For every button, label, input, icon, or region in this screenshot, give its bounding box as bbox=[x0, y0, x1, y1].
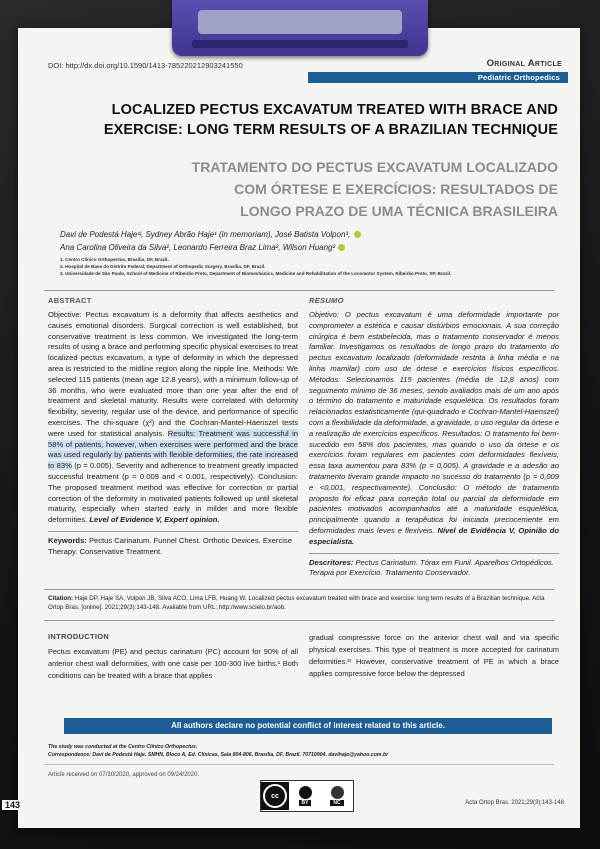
clipboard-clip bbox=[172, 0, 428, 56]
title-pt-line: COM ÓRTESE E EXERCÍCIOS: RESULTADOS DE bbox=[234, 181, 558, 197]
citation-label: Citation: bbox=[48, 595, 74, 602]
page-number: 143 bbox=[2, 800, 23, 810]
cc-logo-icon bbox=[261, 782, 289, 810]
resumo-column bbox=[309, 296, 559, 579]
introduction-left: Pectus excavatum (PE) and pectus carinatum (PC) account for 90% of all anterior chest wall deformities, with one case per 100-300 live births.¹ Both conditions can be treated with a brace that applies bbox=[48, 647, 298, 680]
divider bbox=[44, 620, 554, 621]
received-date: Article received on 07/30/2020, approved on 09/24/2020. bbox=[48, 772, 200, 778]
nivel-evidencia: Nível de Evidência V, Opinião do especialista. bbox=[309, 525, 559, 546]
resumo-heading: RESUMO bbox=[309, 296, 344, 305]
affiliation-item: 3. Universidade de São Paulo, School of Medicine of Ribeirão Preto, Department of Biomechanics, Medicine and Rehabilitation of the Locomotor System, Ribeirão Preto, SP, Brazil. bbox=[60, 270, 452, 276]
article-type: Original Article bbox=[486, 58, 562, 69]
article-page bbox=[18, 28, 580, 828]
divider bbox=[44, 589, 554, 590]
title-pt-line: TRATAMENTO DO PECTUS EXCAVATUM LOCALIZADO bbox=[191, 159, 558, 175]
abstract-text: Objective: Pectus excavatum is a deformity that affects aesthetics and causes emotional disorders. Surgical correction is well established, but conservative treatment is less common. We investigated the long-term results of using a brace and performing specific physical exercises to treat localized pectus excavatum, a type of deformity in which the depressed area is restricted to the midline region along the nipple line. Methods: We selected 115 patients (mean age 12.8 years), with a minimum follow-up of 36 months, who were evaluated more than one year after the end of treatment and skeletal maturity. Results were correlated with deformity flexibility, severity, regular use of the device, and performance of specific exercises. The chi-square (χ²) and the Cochran-Mantel-Haenszel tests were used for statistical analysis. bbox=[48, 310, 298, 438]
affiliation-item: 2. Hospital de Base do Distrito Federal, Department of Orthopedic Surgery, Brasília, DF, Brazil. bbox=[60, 263, 266, 269]
authors-line: Davi de Podestá Haje¹ʲ, Sydney Abrão Haje¹ (in memoriam), José Batista Volpon³, bbox=[60, 230, 351, 239]
cc-by-icon bbox=[289, 786, 321, 806]
abstract-heading: ABSTRACT bbox=[48, 296, 92, 305]
abstract-body bbox=[48, 310, 298, 526]
citation-text: Haje DP, Haje SA, Volpon JB, Silva ACO, Lima LFB, Huang W. Localized pectus excavatum treated with brace and exercise: long term results of a Brazilian technique. Acta Ortop Bras. [online]. 2021;29(3):143-148. Available from URL: http://www.scielo.br/aob. bbox=[48, 595, 545, 611]
introduction-heading: INTRODUCTION bbox=[48, 632, 110, 641]
affiliations bbox=[60, 257, 560, 277]
study-location: The study was conducted at the Centro Clínico Orthopectus. bbox=[48, 744, 198, 750]
creative-commons-license[interactable] bbox=[260, 780, 354, 812]
citation bbox=[48, 594, 558, 612]
study-note bbox=[48, 744, 558, 759]
divider bbox=[309, 553, 559, 554]
cc-nc-icon bbox=[321, 786, 353, 806]
correspondence: Correspondence: Davi de Podestá Haje. SMHN, Bloco A, Ed. Clínicas, Sala 804-806, Brasília, DF, Brazil. 70710904. davihaje@yahoo.com.br bbox=[48, 751, 389, 758]
person-icon bbox=[299, 786, 312, 799]
title-pt-line: LONGO PRAZO DE UMA TÉCNICA BRASILEIRA bbox=[240, 203, 558, 219]
abstract-column bbox=[48, 296, 298, 558]
orcid-icon[interactable] bbox=[338, 244, 345, 251]
journal-reference: Acta Ortop Bras. 2021;29(3):143-148 bbox=[465, 800, 564, 806]
evidence-level: Level of Evidence V, Expert opinion. bbox=[89, 515, 220, 525]
abstract-text: (p = 0.005). Severity and adherence to treatment greatly impacted successful treatment (p = 0.009 and < 0.001, respectively). Conclusion: The proposed treatment method was effective for correction or partial correction of the deformity in motivated patients followed up until skeletal maturity, especially when started early in milder and more flexible deformities. bbox=[48, 461, 298, 525]
conflict-banner: All authors declare no potential conflict of interest related to this article. bbox=[64, 718, 552, 734]
keywords-label: Keywords: bbox=[48, 535, 87, 545]
keywords bbox=[48, 536, 298, 558]
descritores bbox=[309, 558, 559, 580]
cc-circle: cc bbox=[263, 784, 287, 808]
introduction-right: gradual compressive force on the anterior chest wall and via specific physical exercises. This type of treatment is more accepted for carinatum deformities.²ʳ However, conservative treatment of PE in which a brace applies compressive force below the depressed bbox=[309, 633, 559, 678]
authors-line: Ana Carolina Oliveira da Silva², Leonardo Ferreira Braz Lima², Wilson Huang² bbox=[60, 243, 336, 252]
title-english: LOCALIZED PECTUS EXCAVATUM TREATED WITH BRACE AND EXERCISE: LONG TERM RESULTS OF A BRAZILIAN TECHNIQUE bbox=[103, 102, 558, 138]
orcid-icon[interactable] bbox=[354, 231, 361, 238]
title-portuguese bbox=[98, 156, 558, 222]
keywords-text: Pectus Carinatum. Funnel Chest. Orthotic Devices. Exercise Therapy. Conservative Treatment. bbox=[48, 535, 292, 556]
descritores-label: Descritores: bbox=[309, 557, 354, 567]
divider bbox=[48, 531, 298, 532]
dollar-icon bbox=[331, 786, 344, 799]
doi-link[interactable]: DOI: http://dx.doi.org/10.1590/1413-785220212903241550 bbox=[48, 61, 243, 70]
cc-by-label: BY bbox=[299, 800, 312, 806]
section-banner: Pediatric Orthopedics bbox=[308, 72, 568, 83]
author-list bbox=[60, 228, 560, 254]
divider bbox=[44, 290, 554, 291]
resumo-body bbox=[309, 310, 559, 548]
descritores-text: Pectus Carinatum. Tórax em Funil. Aparelhos Ortopédicos. Terapia por Exercício. Tratamento Conservador. bbox=[309, 557, 554, 578]
abstract-highlight: Results: Treatment was successful in 58% of patients, however, when exercises were performed and the brace was used regularly by patients with flexible deformities, the rate increased to 83% bbox=[48, 428, 298, 471]
cc-nc-label: NC bbox=[330, 800, 343, 806]
affiliation-item: 1. Centro Clínico Orthopectus, Brasília, DF, Brazil. bbox=[60, 257, 169, 262]
divider bbox=[44, 764, 554, 765]
resumo-text: Objetivo: O pectus excavatum é uma deformidade importante por comprometer a estética e causar distúrbios emocionais. A sua correção cirúrgica é bem estabelecida, mas o tratamento conservador é menos familiar. Investigamos os resultados de longo prazo do tratamento do pectus excavatum localizado (deformidade restrita à linha média e na linha mamilar) com uso de órtese e exercícios físicos específicos. Métodos: Selecionamos 115 pacientes (média de 12,8 anos) com seguimento mínimo de 36 meses, sendo avaliados mais de um ano após o término do tratamento e maturidade esquelética. Os resultados foram relacionados estatisticamente (qui-quadrado e Cochran-Mantel-Haenszel) com a flexibilidade da deformidade, a gravidade, o uso regular da órtese e a realização de exercícios específicos. Resultados: O tratamento foi bem-sucedido em 58% dos pacientes, mas quando o uso da órtese e os exercícios foram regulares em pacientes com deformidades flexíveis, essa taxa aumentou para 83% (p = 0,005). A gravidade e a adesão ao tratamento tiveram grande impacto no sucesso do tratamento (p = 0,009 e <0,001, respectivamente). Conclusão: O método de tratamento proposto foi eficaz para correção total ou parcial da deformidade em pacientes motivados acompanhados até a maturidade esquelética, principalmente quando a terapêutica foi iniciada precocemente em deformidades mais leves e flexíveis. bbox=[309, 310, 559, 535]
